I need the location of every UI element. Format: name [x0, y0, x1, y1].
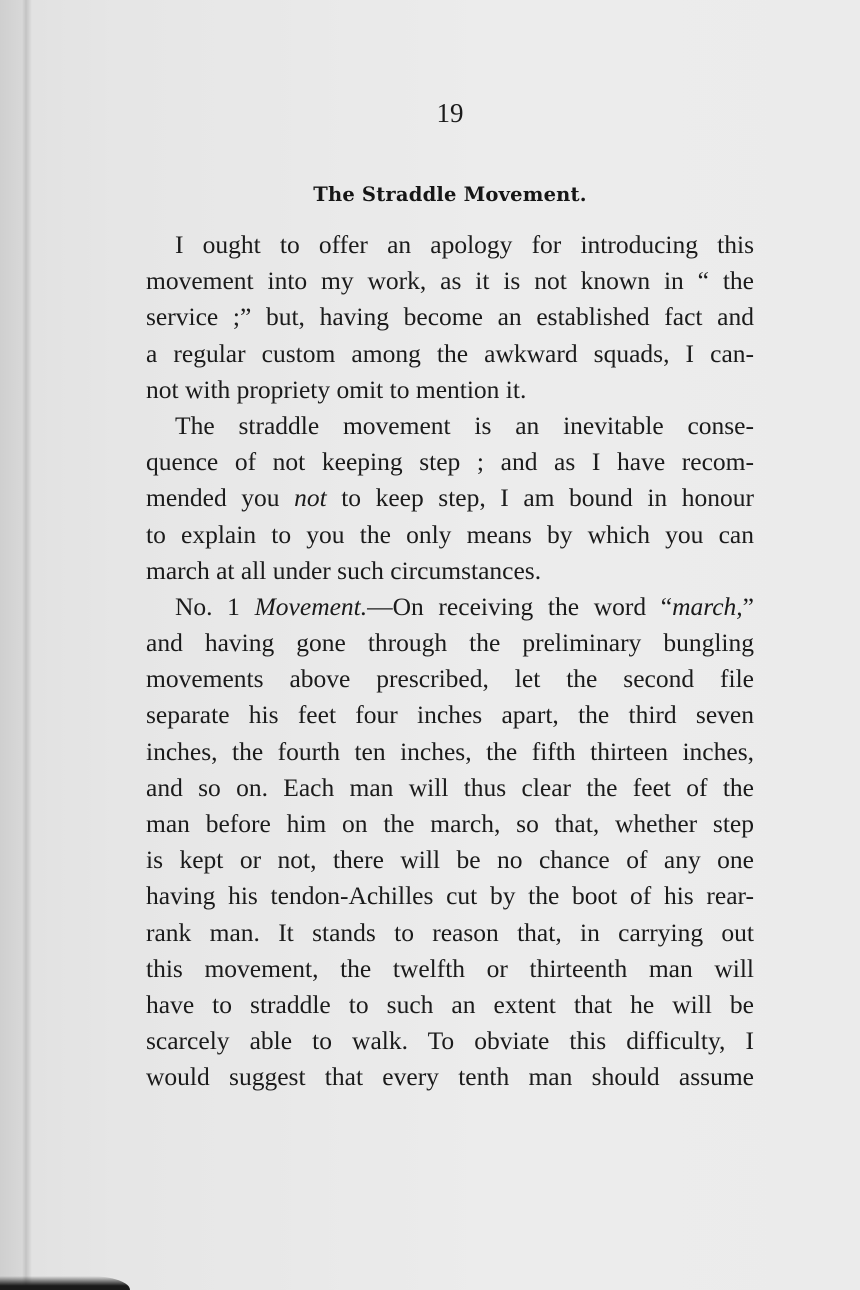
text-line: a regular custom among the awkward squads, I can-	[146, 338, 754, 368]
text-line: scarcely able to walk. To obviate this difficulty, I	[146, 1026, 754, 1056]
italic-text: not	[294, 483, 327, 513]
text-line: service ;” but, having become an established fact and	[146, 302, 754, 332]
text-line: not with propriety omit to mention it.	[146, 374, 527, 404]
paragraph	[146, 227, 754, 408]
text-line: movement into my work, as it is not known in “ the	[146, 266, 754, 296]
text-line: I ought to offer an apology for introducing this	[175, 230, 754, 259]
text-run: mended you	[146, 483, 295, 513]
text-line: have to straddle to such an extent that he will be	[146, 989, 754, 1019]
text-line: march at all under such circumstances.	[146, 555, 542, 585]
text-line: quence of not keeping step ; and as I have recom-	[146, 447, 754, 477]
text-line	[146, 480, 754, 516]
text-line: to explain to you the only means by which you can	[146, 519, 754, 549]
text-line: would suggest that every tenth man should assume	[146, 1062, 754, 1092]
text-line: The straddle movement is an inevitable conse-	[175, 410, 754, 440]
text-line: separate his feet four inches apart, the third seven	[146, 700, 754, 730]
text-line: rank man. It stands to reason that, in carrying out	[146, 917, 754, 947]
text-run: No. 1	[175, 591, 255, 621]
paragraph	[146, 589, 754, 1096]
text-line: movements above prescribed, let the second file	[146, 664, 754, 694]
text-line: and so on. Each man will thus clear the feet of the	[146, 772, 754, 802]
italic-text: march,	[672, 591, 743, 621]
page-number: 19	[436, 98, 464, 128]
text-line: and having gone through the preliminary bungling	[146, 628, 754, 658]
text-run: —On receiving the word “	[367, 591, 673, 621]
section-heading: The Straddle Movement.	[313, 183, 587, 206]
text-line: man before him on the march, so that, whether step	[146, 809, 754, 838]
text-line: is kept or not, there will be no chance of any one	[146, 845, 754, 875]
body-text	[146, 227, 754, 1096]
text-run: to keep step, I am bound in honour	[326, 483, 754, 513]
paragraph	[146, 408, 754, 589]
text-run: ”	[742, 591, 754, 621]
text-line: inches, the fourth ten inches, the fifth thirteen inches,	[146, 736, 754, 766]
italic-text: Movement.	[254, 591, 368, 621]
text-line	[146, 589, 754, 625]
text-line: having his tendon-Achilles cut by the boot of his rear-	[146, 881, 754, 911]
text-line: this movement, the twelfth or thirteenth man will	[146, 953, 754, 983]
